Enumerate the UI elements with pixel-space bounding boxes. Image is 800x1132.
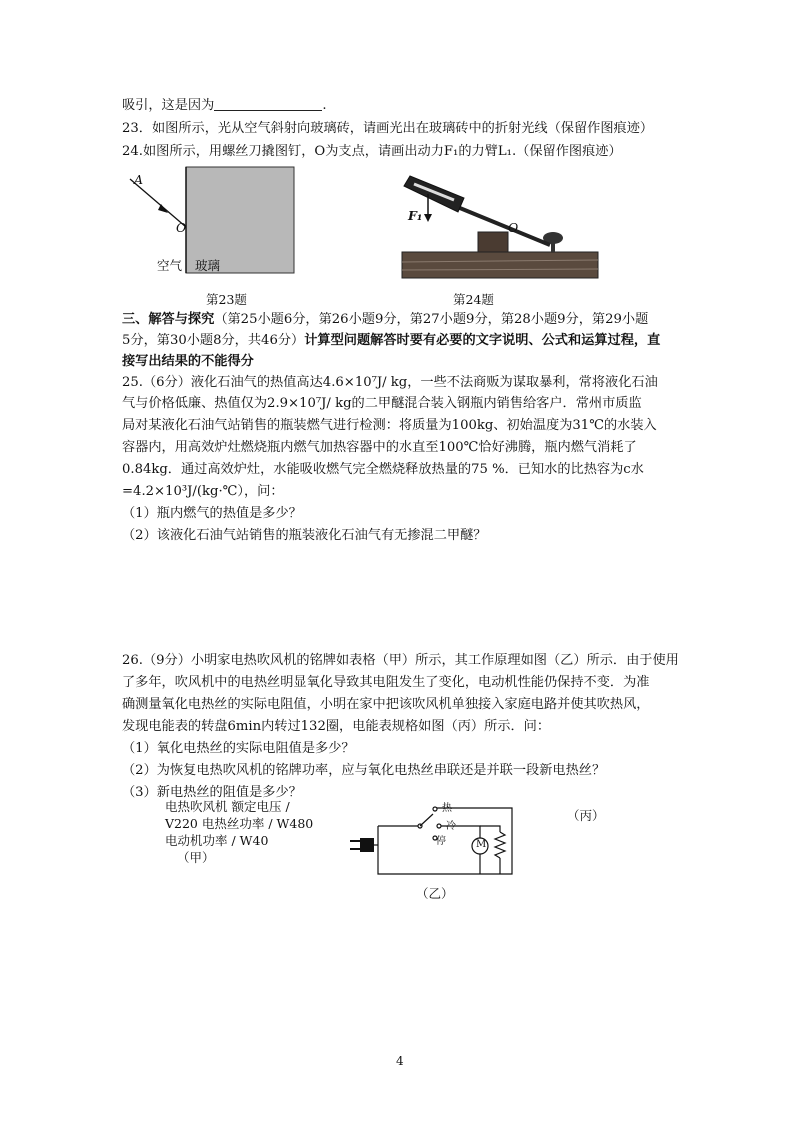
q26-sub1: （1）氧化电热丝的实际电阻值是多少？ <box>122 741 355 756</box>
section3-line1: 三、解答与探究（第25小题6分，第26小题9分，第27小题9分，第28小题9分，第29小题 <box>122 312 649 327</box>
screwdriver-handle <box>404 176 464 212</box>
label-F1: F₁ <box>408 208 423 223</box>
block <box>478 232 508 252</box>
plug-icon <box>350 838 378 852</box>
q26-sub2: （2）为恢复电热吹风机的铭牌功率，应与氧化电热丝串联还是并联一段新电热丝？ <box>122 763 606 778</box>
q25-line: =4.2×10³J/(kg·℃），问： <box>122 484 284 499</box>
caption-meter: （丙） <box>567 808 605 823</box>
label-glass: 玻璃 <box>195 258 221 273</box>
circuit-diagram <box>340 798 525 880</box>
question-23: 23．如图所示，光从空气斜射向玻璃砖，请画光出在玻璃砖中的折射光线（保留作图痕迹） <box>122 121 654 136</box>
q26-line: 确测量氧化电热丝的实际电阻值，小明在家中把该吹风机单独接入家庭电路并使其吹热风， <box>122 697 650 712</box>
switch-hot-label: 热 <box>442 803 452 814</box>
q26-line: 发现电能表的转盘6min内转过132圈，电能表规格如图（丙）所示．问： <box>122 719 551 734</box>
question-24: 24.如图所示，用螺丝刀撬图钉，O为支点，请画出动力F₁的力臂L₁.（保留作图痕迹） <box>122 144 622 159</box>
switch-stop-label: 停 <box>436 836 446 847</box>
page-number: 4 <box>396 1054 404 1068</box>
caption-fig24: 第24题 <box>453 292 494 307</box>
figure-24-screwdriver <box>400 170 600 280</box>
q25-sub2: （2）该液化石油气站销售的瓶装液化石油气有无掺混二甲醚？ <box>122 528 487 543</box>
label-O-23: O <box>176 220 187 235</box>
q25-sub1: （1）瓶内燃气的热值是多少？ <box>122 506 302 521</box>
motor-label: M <box>476 839 487 850</box>
section3-line2: 5分，第30小题8分，共46分）计算型问题解答时要有必要的文字说明、公式和运算过程，直 <box>122 333 661 348</box>
q25-line: 0.84kg．通过高效炉灶，水能吸收燃气完全燃烧释放热量的75 %．已知水的比热容为c水 <box>122 462 644 477</box>
force-arrowhead-icon <box>424 214 432 222</box>
q25-line: 容器内，用高效炉灶燃烧瓶内燃气加热容器中的水直至100℃恰好沸腾，瓶内燃气消耗了 <box>122 440 637 455</box>
q22-tail: 吸引，这是因为 . <box>122 98 327 113</box>
q26-line: 26.（9分）小明家电热吹风机的铭牌如表格（甲）所示，其工作原理如图（乙）所示．由于使用 <box>122 653 679 668</box>
wood-board <box>402 252 598 278</box>
label-A: A <box>134 172 144 187</box>
caption-fig23: 第23题 <box>206 292 247 307</box>
q25-line: 25.（6分）液化石油气的热值高达4.6×10⁷J/ kg，一些不法商贩为谋取暴利，常将液化石油 <box>122 375 658 390</box>
q25-line: 气与价格低廉、热值仅为2.9×10⁷J/ kg的二甲醚混合装入钢瓶内销售给客户．常州市质监 <box>122 396 642 411</box>
switch-cold-label: 冷 <box>446 821 456 832</box>
heating-wire <box>495 832 505 858</box>
answer-blank[interactable] <box>214 97 322 111</box>
q25-line: 局对某液化石油气站销售的瓶装燃气进行检测：将质量为100kg、初始温度为31℃的水装入 <box>122 418 657 433</box>
label-air: 空气 <box>157 258 183 273</box>
q26-sub3: （3）新电热丝的阻值是多少？ <box>122 785 302 800</box>
ray-arrow-icon <box>158 204 168 213</box>
caption-circuit: （乙） <box>416 886 454 901</box>
section3-line3: 接写出结果的不能得分 <box>122 354 254 369</box>
label-O-24: O <box>508 220 519 235</box>
nameplate-table: 电热吹风机 额定电压 / V220 电热丝功率 / W480 电动机功率 / W40 （甲） <box>165 799 314 865</box>
q26-line: 了多年，吹风机中的电热丝明显氧化导致其电阻发生了变化，电动机性能仍保持不变．为准 <box>122 675 650 690</box>
